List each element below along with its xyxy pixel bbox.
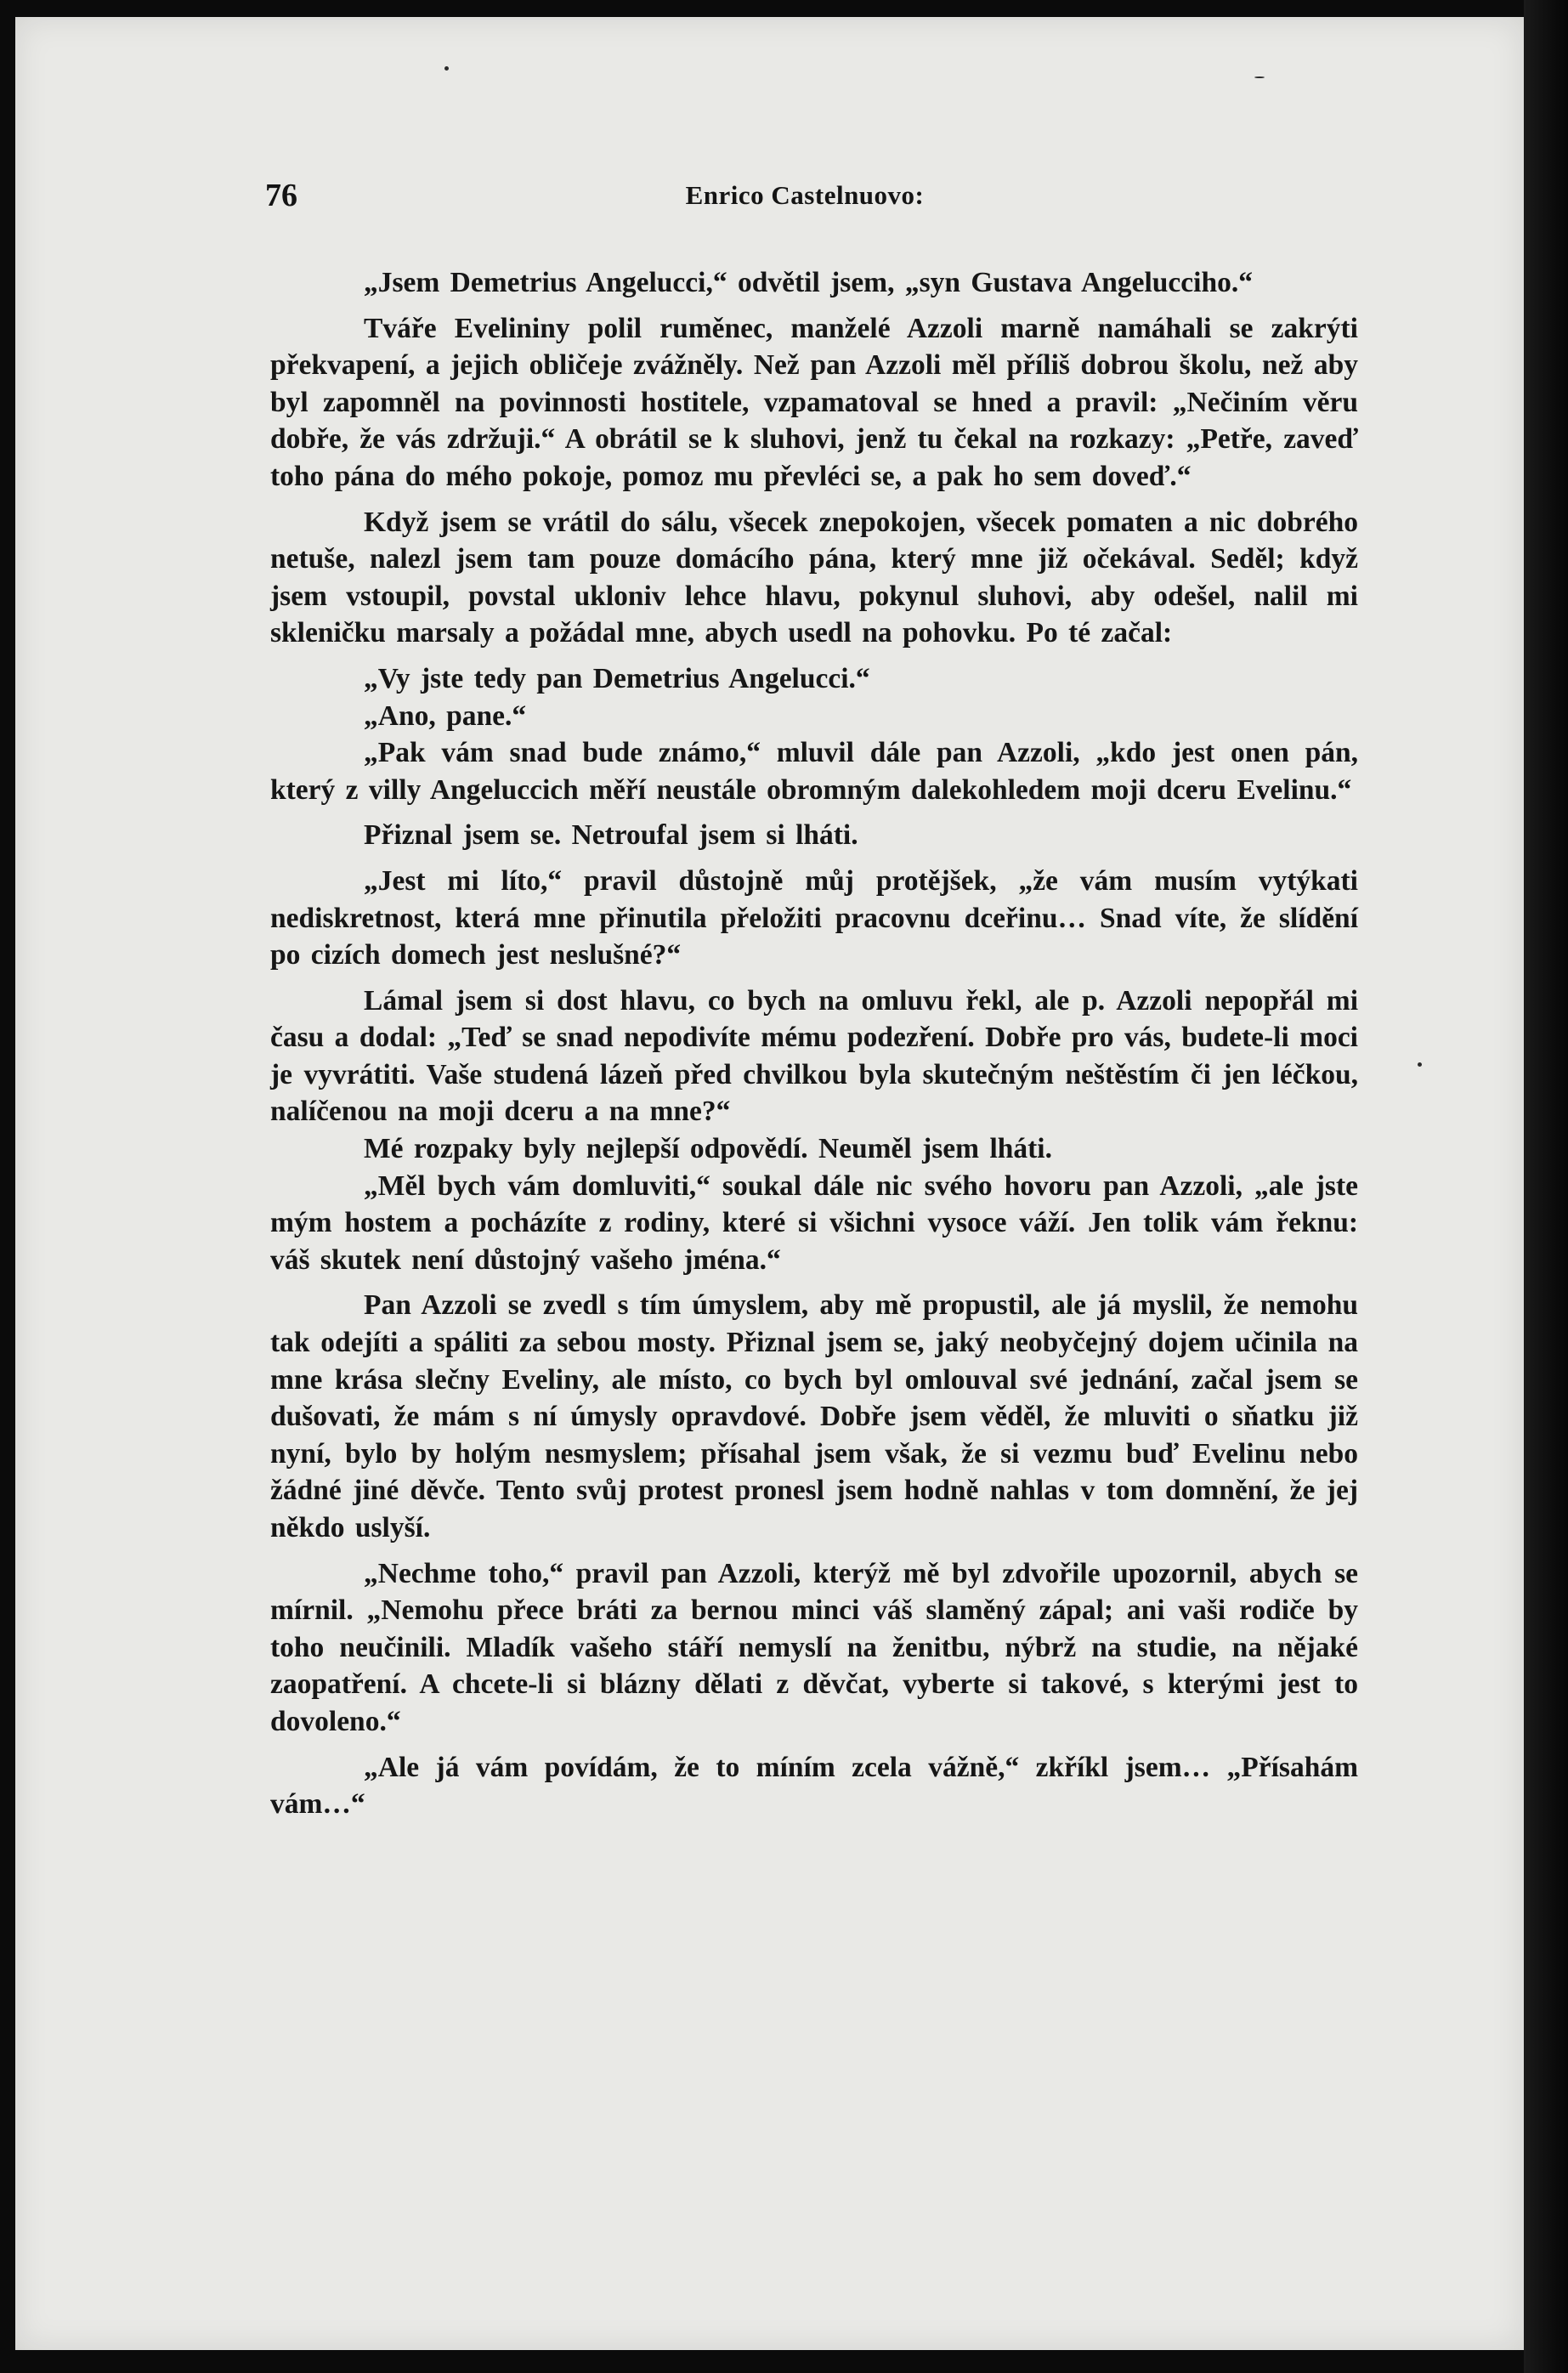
body-text	[270, 264, 1358, 1832]
running-title: Enrico Castelnuovo:	[685, 180, 925, 210]
paper-speck	[1418, 1062, 1422, 1067]
paragraph: Lámal jsem si dost hlavu, co bych na omluvu řekl, ale p. Azzoli nepopřál mi času a dodal: „Teď se snad nepodivíte mému podezření. Dobře pro vás, budete-li moci je vyvrátiti. Vaše studená lázeň před chvilkou byla skutečným neštěstím či jen léčkou, nalíčenou na moji dceru a na mne?“	[270, 984, 1358, 1128]
paragraph: Mé rozpaky byly nejlepší odpovědí. Neuměl jsem lháti.	[364, 1133, 1052, 1165]
paper-speck	[444, 66, 449, 71]
paragraph: „Měl bych vám domluviti,“ soukal dále nic svého hovoru pan Azzoli, „ale jste mým hostem a pocházíte z rodiny, které si všichni vysoce váží. Jen tolik vám řeknu: váš skutek není důstojný vašeho jména.“	[270, 1170, 1358, 1276]
paragraph: „Ale já vám povídám, že to míním zcela vážně,“ zkříkl jsem… „Přísahám vám…“	[270, 1751, 1358, 1821]
paragraph: „Ano, pane.“	[364, 699, 527, 732]
paragraph: „Jsem Demetrius Angelucci,“ odvětil jsem, „syn Gustava Angelucciho.“	[364, 267, 1253, 298]
paragraph: „Nechme toho,“ pravil pan Azzoli, kterýž mě byl zdvořile upozornil, abych se mírnil. „Nemohu přece bráti za bernou minci váš slaměný zápal; ani vaši rodiče by toho neučinili. Mladík vašeho stáří nemyslí na ženitbu, nýbrž na studie, na nějaké zaopatření. A chcete-li si blázny dělati z děvčat, vyberte si takové, s kterými jest to dovoleno.“	[270, 1557, 1358, 1737]
page-number: 76	[265, 178, 297, 213]
paragraph: „Pak vám snad bude známo,“ mluvil dále pan Azzoli, „kdo jest onen pán, který z villy Angeluccich měří neustále obromným dalekohledem moji dceru Evelinu.“	[270, 737, 1358, 806]
page-edge-shadow	[1524, 0, 1568, 2373]
paragraph: Když jsem se vrátil do sálu, všecek znepokojen, všecek pomaten a nic dobrého netuše, nalezl jsem tam pouze domácího pána, který mne již očekával. Seděl; když jsem vstoupil, povstal ukloniv lehce hlavu, pokynul sluhovi, aby odešel, nalil mi skleničku marsaly a požádal mne, abych usedl na pohovku. Po té začal:	[270, 506, 1358, 649]
paragraph: Tváře Evelininy polil ruměnec, manželé Azzoli marně namáhali se zakrýti překvapení, a jejich obličeje zvážněly. Než pan Azzoli měl příliš dobrou školu, než aby byl zapomněl na povinnosti hostitele, vzpamatoval se hned a pravil: „Nečiním věru dobře, že vás zdržuji.“ A obrátil se k sluhovi, jenž tu čekal na rozkazy: „Petře, zaveď toho pána do mého pokoje, pomoz mu převléci se, a pak ho sem doveď.“	[270, 312, 1358, 492]
page-header	[250, 177, 1360, 224]
paragraph: Pan Azzoli se zvedl s tím úmyslem, aby mě propustil, ale já myslil, že nemohu tak odejíti a spáliti za sebou mosty. Přiznal jsem se, jaký neobyčejný dojem učinila na mne krása slečny Eveliny, ale místo, co bych byl omlouval své jednání, začal jsem se dušovati, že mám s ní úmysly opravdové. Dobře jsem věděl, že mluviti o sňatku již nyní, bylo by holým nesmyslem; přísahal jsem však, že si vezmu buď Evelinu nebo žádné jiné děvče. Tento svůj protest pronesl jsem hodně nahlas v tom domnění, že jej někdo uslyší.	[270, 1289, 1358, 1543]
paragraph: Přiznal jsem se. Netroufal jsem si lháti.	[364, 819, 858, 852]
paragraph: „Vy jste tedy pan Demetrius Angelucci.“	[364, 662, 870, 694]
paper-speck	[1254, 76, 1265, 78]
paragraph: „Jest mi líto,“ pravil důstojně můj protějšek, „že vám musím vytýkati nediskretnost, která mne přinutila přeložiti pracovnu dceřinu… Snad víte, že slídění po cizích domech jest neslušné?“	[270, 864, 1358, 971]
